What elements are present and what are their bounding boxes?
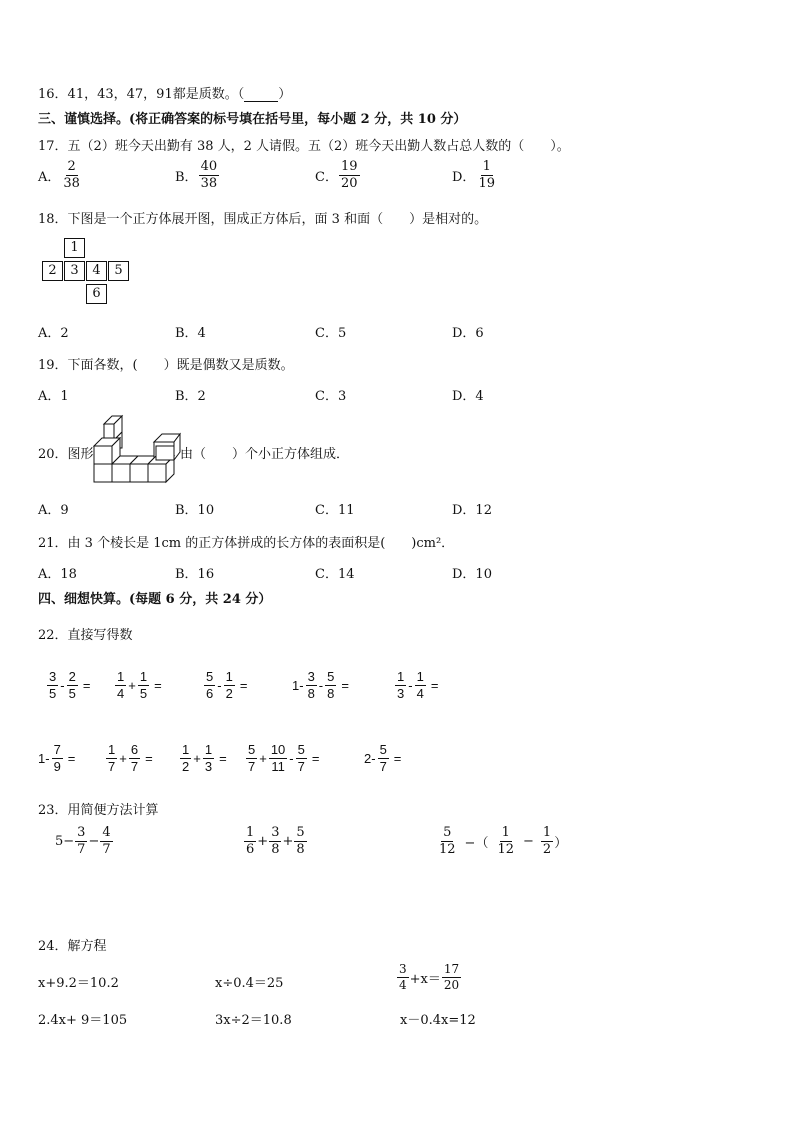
q21-option-a[interactable]: A．18 xyxy=(38,567,77,582)
q21-option-d[interactable]: D．10 xyxy=(452,567,492,582)
q17-option-a[interactable]: A． $\frac{2}{38}$ xyxy=(38,159,80,191)
question-19: 19．下面各数，( ）既是偶数又是质数。 xyxy=(38,358,294,373)
cube-net-diagram xyxy=(40,238,140,306)
question-18: 18．下图是一个正方体展开图，围成正方体后，面 3 和面（ ）是相对的。 xyxy=(38,212,488,227)
q24-equation-3: $\frac{3}{4}$ +x＝ $\frac{17}{20}$ xyxy=(399,962,460,992)
fraction: $\frac{19}{20}$ xyxy=(340,159,358,191)
q22-expr-2: $\frac{1}{4}$ + $\frac{1}{5}$ = xyxy=(117,669,162,701)
q24-equation-6: x－0.4x=12 xyxy=(400,1013,476,1028)
question-20-prefix: 20．图形 xyxy=(38,447,94,462)
q17-option-b[interactable]: B． $\frac{40}{38}$ xyxy=(175,159,218,191)
answer-blank[interactable] xyxy=(244,89,278,102)
q21-option-c[interactable]: C．14 xyxy=(315,567,355,582)
q22-expr-10: 2- $\frac{5}{7}$ = xyxy=(364,742,402,774)
q20-option-a[interactable]: A．9 xyxy=(38,503,69,518)
q18-option-b[interactable]: B．4 xyxy=(175,326,206,341)
q22-expr-5: $\frac{1}{3}$ - $\frac{1}{4}$ = xyxy=(397,669,439,701)
q22-expr-8: $\frac{1}{2}$ + $\frac{1}{3}$ = xyxy=(182,742,227,774)
q22-expr-6: 1- $\frac{7}{9}$ = xyxy=(38,742,76,774)
question-20-suffix: 由（ ）个小正方体组成． xyxy=(180,447,350,462)
face-1: 1 xyxy=(64,238,85,258)
face-5: 5 xyxy=(108,261,129,281)
section-3-heading: 三、谨慎选择。(将正确答案的标号填在括号里，每小题 2 分，共 10 分） xyxy=(38,112,467,127)
q21-option-b[interactable]: B．16 xyxy=(175,567,215,582)
q19-option-b[interactable]: B．2 xyxy=(175,389,206,404)
q20-option-c[interactable]: C．11 xyxy=(315,503,355,518)
q18-option-c[interactable]: C．5 xyxy=(315,326,347,341)
face-6: 6 xyxy=(86,284,107,304)
q19-option-d[interactable]: D．4 xyxy=(452,389,484,404)
q23-expr-3: $\frac{5}{12}$ −（ $\frac{1}{12}$ − $\frac{1}{2}$ ） xyxy=(439,825,568,857)
q24-equation-1: x+9.2＝10.2 xyxy=(38,976,119,991)
face-3: 3 xyxy=(64,261,85,281)
q24-equation-5: 3x÷2＝10.8 xyxy=(215,1013,292,1028)
q22-expr-4: 1- $\frac{3}{8}$ - $\frac{5}{8}$ = xyxy=(292,669,349,701)
question-21: 21．由 3 个棱长是 1cm 的正方体拼成的长方体的表面积是( )cm²． xyxy=(38,536,455,551)
q22-expr-9: $\frac{5}{7}$ + $\frac{10}{11}$ - $\frac{5}{7}$ = xyxy=(248,742,320,774)
face-4: 4 xyxy=(86,261,107,281)
q17-option-d[interactable]: D． $\frac{1}{19}$ xyxy=(452,159,495,191)
question-17: 17．五（2）班今天出勤有 38 人，2 人请假。五（2）班今天出勤人数占总人数的（ ）。 xyxy=(38,139,570,154)
section-4-heading: 四、细想快算。(每题 6 分，共 24 分） xyxy=(38,592,272,607)
q23-expr-2: $\frac{1}{6}$ + $\frac{3}{8}$ + $\frac{5}{8}$ xyxy=(246,825,305,857)
q24-equation-2: x÷0.4＝25 xyxy=(215,976,284,991)
q22-expr-7: $\frac{1}{7}$ + $\frac{6}{7}$ = xyxy=(108,742,153,774)
q22-expr-3: $\frac{5}{6}$ - $\frac{1}{2}$ = xyxy=(206,669,248,701)
q19-option-a[interactable]: A．1 xyxy=(38,389,69,404)
fraction: $\frac{2}{38}$ xyxy=(63,159,80,191)
q18-option-d[interactable]: D．6 xyxy=(452,326,484,341)
cube-stack-figure xyxy=(92,412,184,486)
question-24-title: 24．解方程 xyxy=(38,939,107,954)
fraction: $\frac{1}{19}$ xyxy=(478,159,495,191)
q22-expr-1: $\frac{3}{5}$ - $\frac{2}{5}$ = xyxy=(49,669,91,701)
q23-expr-1: 5− $\frac{3}{7}$ − $\frac{4}{7}$ xyxy=(55,825,111,857)
q20-option-d[interactable]: D．12 xyxy=(452,503,492,518)
fraction: $\frac{40}{38}$ xyxy=(200,159,218,191)
q24-equation-4: 2.4x+ 9＝105 xyxy=(38,1013,128,1028)
q17-option-c[interactable]: C． $\frac{19}{20}$ xyxy=(315,159,358,191)
q19-option-c[interactable]: C．3 xyxy=(315,389,347,404)
q18-option-a[interactable]: A．2 xyxy=(38,326,69,341)
question-23-title: 23．用简便方法计算 xyxy=(38,803,159,818)
question-22-title: 22．直接写得数 xyxy=(38,628,133,643)
q20-option-b[interactable]: B．10 xyxy=(175,503,215,518)
question-16: 16．41，43，47，91都是质数。（ ） xyxy=(38,87,292,102)
face-2: 2 xyxy=(42,261,63,281)
